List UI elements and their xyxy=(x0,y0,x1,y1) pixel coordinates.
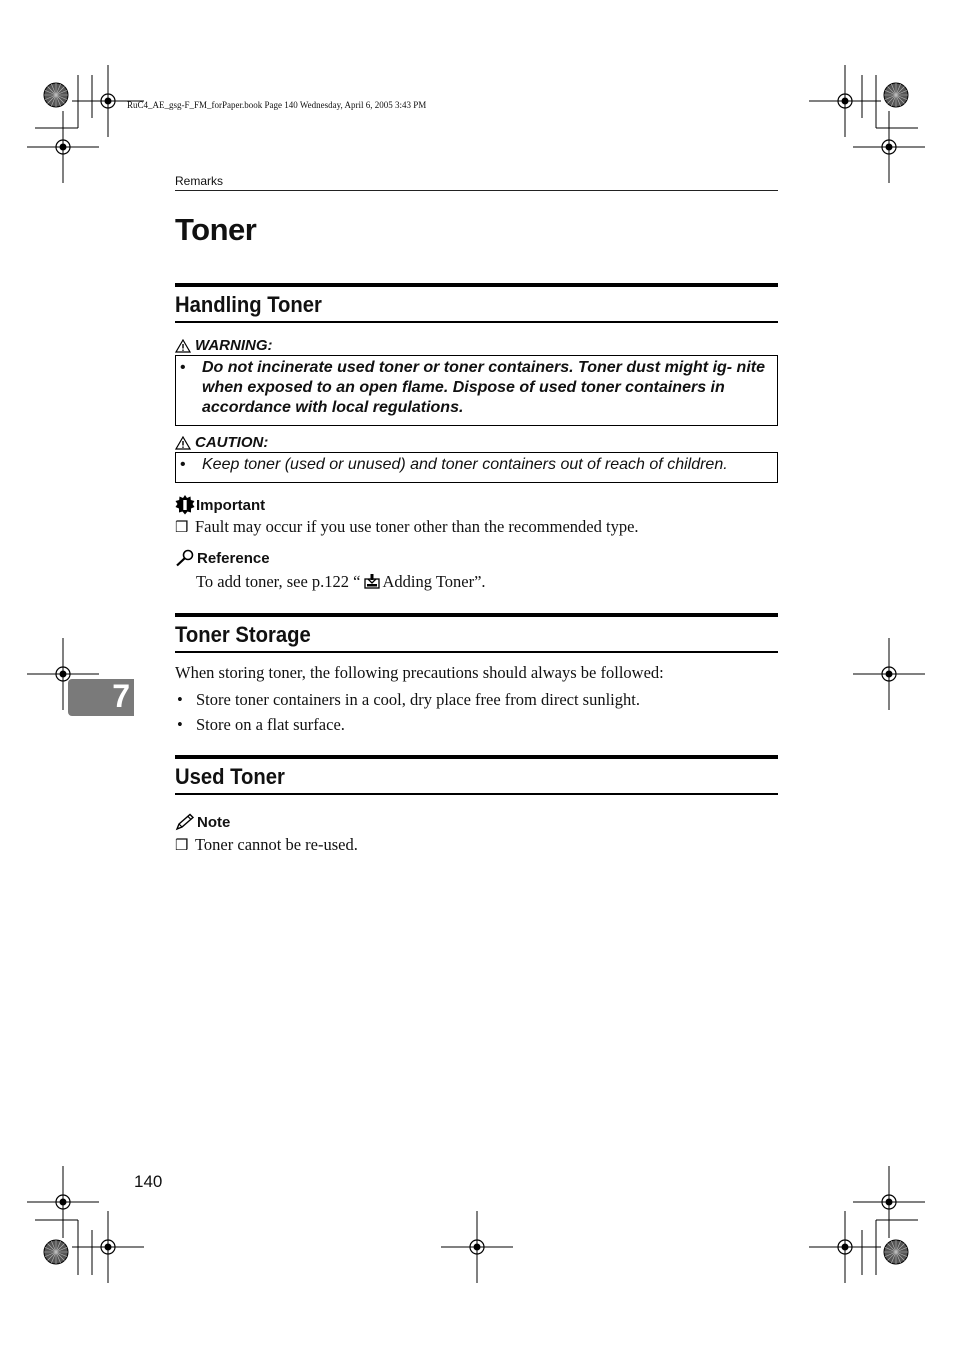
section-heading-text: Handling Toner xyxy=(175,292,322,317)
section-heading-toner-storage xyxy=(175,613,778,653)
section-heading-used-toner xyxy=(175,755,778,795)
print-info: RuC4_AE_gsg-F_FM_forPaper.book Page 140 Wednesday, April 6, 2005 3:43 PM xyxy=(127,100,427,110)
caution-bullet: • xyxy=(180,456,186,473)
important-item-text: Fault may occur if you use toner other than the recommended type. xyxy=(195,517,639,536)
reference-label: Reference xyxy=(175,549,270,567)
important-item xyxy=(175,516,639,539)
checkbox-glyph: ❒ xyxy=(175,520,189,536)
warning-bullet: • xyxy=(180,359,186,376)
reference-link[interactable]: Adding Toner xyxy=(382,572,475,591)
page-number: 140 xyxy=(134,1172,163,1191)
note-label: Note xyxy=(175,813,230,831)
section-heading-text: Toner Storage xyxy=(175,622,311,647)
checkbox-glyph: ❒ xyxy=(175,838,189,854)
chapter-number: 7 xyxy=(112,678,130,714)
important-icon xyxy=(175,495,195,515)
storage-intro: When storing toner, the following precautions should always be followed: xyxy=(175,663,664,682)
note-item-text: Toner cannot be re-used. xyxy=(195,835,358,854)
chapter-tab xyxy=(68,679,134,716)
magnifier-icon xyxy=(175,549,195,567)
caution-label: CAUTION: xyxy=(175,434,268,451)
toner-icon xyxy=(364,573,380,589)
warning-label: WARNING: xyxy=(175,337,273,354)
warning-text: Do not incinerate used toner or toner containers. Toner dust might ig- nite when exposed to an open flame. Dispose of used toner containers in accordance with local regulations. xyxy=(202,359,765,416)
caution-icon xyxy=(175,436,191,450)
running-head: Remarks xyxy=(175,174,778,191)
reference-text: To add toner, see p.122 “ Adding Toner”. xyxy=(196,572,486,591)
important-label: Important xyxy=(175,495,265,515)
list-item: • Store on a flat surface. xyxy=(175,712,640,737)
warning-box xyxy=(175,355,778,426)
pencil-icon xyxy=(175,813,195,831)
list-item: • Store toner containers in a cool, dry place free from direct sunlight. xyxy=(175,687,640,712)
warning-icon xyxy=(175,339,191,353)
section-heading-text: Used Toner xyxy=(175,764,285,789)
section-heading-handling-toner xyxy=(175,283,778,323)
caution-text: Keep toner (used or unused) and toner containers out of reach of children. xyxy=(202,456,728,473)
caution-box xyxy=(175,452,778,483)
note-item xyxy=(175,834,358,857)
page-title: Toner xyxy=(175,212,257,247)
storage-list xyxy=(175,687,640,737)
